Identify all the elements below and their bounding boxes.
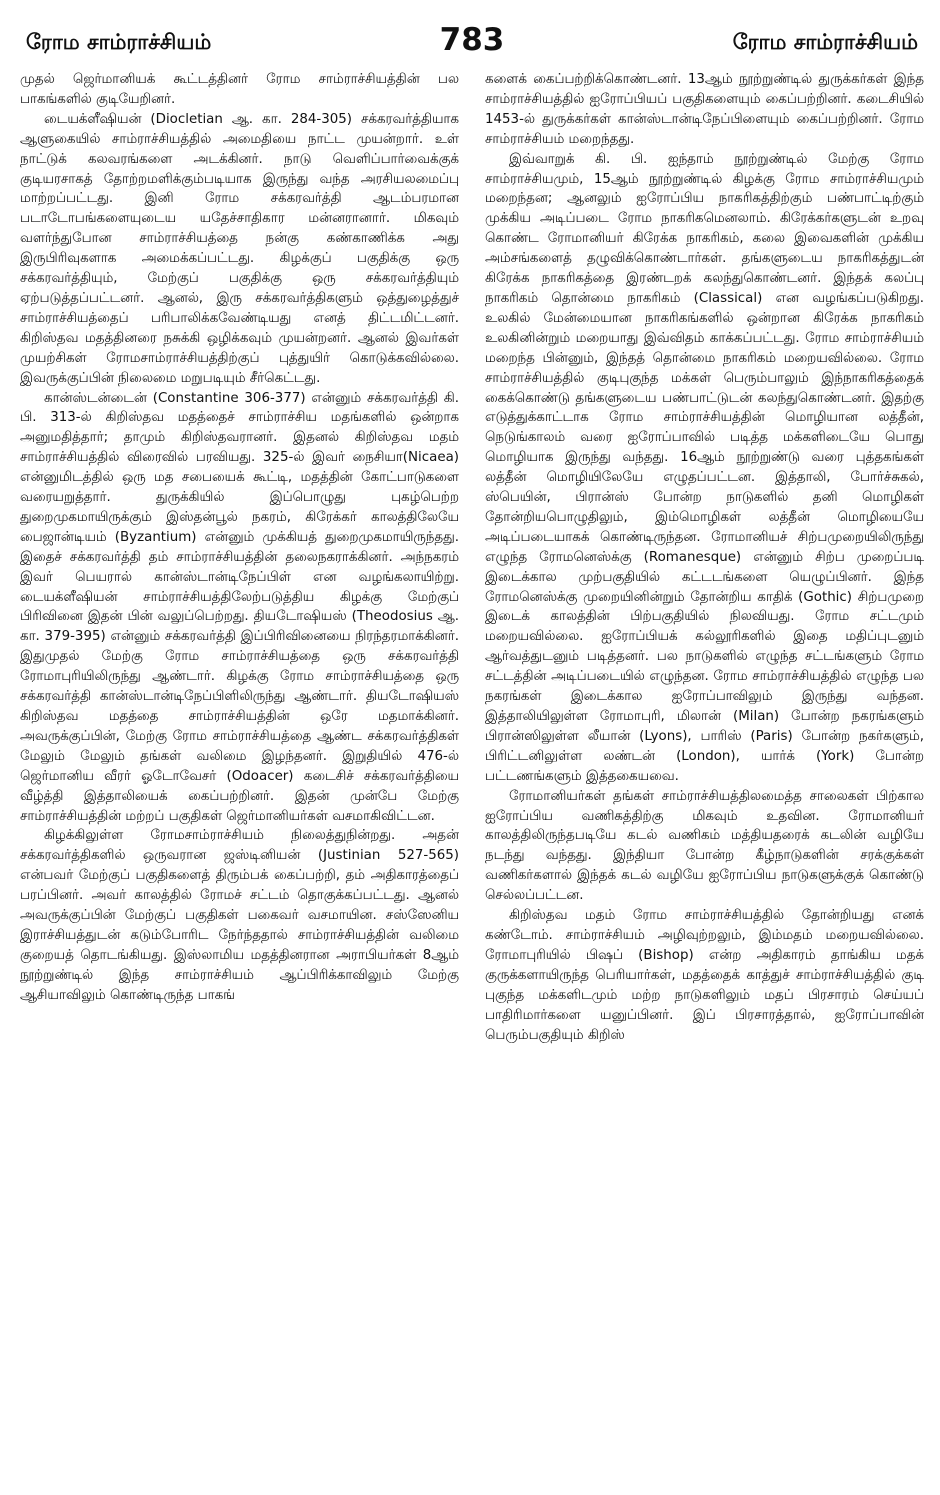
header-left-title: ரோம சாம்ராச்சியம் xyxy=(26,30,212,54)
paragraph: டையக்ளீஷியன் (Diocletian ஆ. கா. 284-305) சக்கரவர்த்தியாக ஆளுகையில் சாம்ராச்சியத்தில் அமைதியை நாட்ட முயன்றார். உள் நாட்டுக் கலவரங்களை அடக்கினர். நாடு வெளிப்பார்வைக்குக் குடியரசாகத் தோற்றமளிக்கும்படியாக இருந்து வந்த அரசியலமைப்பு மாற்றப்பட்டது. இனி ரோம சக்கரவர்த்தி ஆடம்பரமான படாடோபங்களையுடைய யதேச்சாதிகார மன்னரானார். மிகவும் வளர்ந்துபோன சாம்ராச்சியத்தை நன்கு கண்காணிக்க அது இருபிரிவுகளாக அமைக்கப்பட்டது. கிழக்குப் பகுதிக்கு ஒரு சக்கரவர்த்தியும், மேற்குப் பகுதிக்கு ஒரு சக்கரவர்த்தியும் ஏற்படுத்தப்பட்டனர். ஆனல், இரு சக்கரவர்த்திகளும் ஒத்துழைத்துச் சாம்ராச்சியத்தைப் பரிபாலிக்கவேண்டியது எனத் திட்டமிட்டனர். கிறிஸ்தவ மதத்தினரை நசுக்கி ஒழிக்கவும் முயன்றனர். ஆனல் இவர்கள் முயற்சிகள் ரோமசாம்ராச்சியத்திற்குப் புத்துயிர் கொடுக்கவில்லை. இவருக்குப்பின் நிலைமை மறுபடியும் சீர்கெட்டது. xyxy=(20,111,459,386)
paragraph: களைக் கைப்பற்றிக்கொண்டனர். 13ஆம் நூற்றுண்டில் துருக்கர்கள் இந்த சாம்ராச்சியத்தில் ஐரோப்பியப் பகுதிகளையும் கைப்பற்றினர். கடைசியில் 1453-ல் துருக்கர்கள் கான்ஸ்டான்டிநேப்பிளையும் கைப்பற்றினர். ரோம சாம்ராச்சியம் மறைந்தது. xyxy=(485,72,924,147)
paragraph: கிறிஸ்தவ மதம் ரோம சாம்ராச்சியத்தில் தோன்றியது எனக் கண்டோம். சாம்ராச்சியம் அழிவுற்றலும், இம்மதம் மறையவில்லை. ரோமாபுரியில் பிஷப் (Bishop) என்ற அதிகாரம் தாங்கிய மதக் குருக்களாயிருந்த பெரியார்கள், மதத்தைக் காத்துச் சாம்ராச்சியத்தில் குடி புகுந்த மக்களிடமும் மற்ற நாடுகளிலும் மதப் பிரசாரம் செய்யப் பாதிரிமார்களை யனுப்பினர். இப் பிரசாரத்தால், ஐரோப்பாவின் பெரும்பகுதியும் கிறிஸ் xyxy=(485,908,924,1043)
paragraph: முதல் ஜெர்மானியக் கூட்டத்தினர் ரோம சாம்ராச்சியத்தின் பல பாகங்களில் குடியேறினர். xyxy=(20,72,459,107)
page-number: 783 xyxy=(439,22,505,58)
paragraph: கிழக்கிலுள்ள ரோமசாம்ராச்சியம் நிலைத்துநின்றது. அதன் சக்கரவர்த்திகளில் ஒருவரான ஜஸ்டினியன் (Justinian 527-565) என்பவர் மேற்குப் பகுதிகளைத் திரும்பக் கைப்பற்றி, தம் அதிகாரத்தைப் பரப்பினர். அவர் காலத்தில் ரோமச் சட்டம் தொகுக்கப்பட்டது. ஆனல் அவருக்குப்பின் மேற்குப் பகுதிகள் பகைவர் வசமாயின. சஸ்ஸேனிய இராச்சியத்துடன் கடும்போரிட நேர்ந்ததால் சாம்ராச்சியத்தின் வலிமை குறையத் தொடங்கியது. இஸ்லாமிய மதத்தினரான அராபியர்கள் 8ஆம் நூற்றுண்டில் இந்த சாம்ராச்சியம் ஆப்பிரிக்காவிலும் மேற்கு ஆசியாவிலும் கொண்டிருந்த பாகங் xyxy=(20,828,459,1003)
header-right-title: ரோம சாம்ராச்சியம் xyxy=(732,30,918,54)
paragraph: ரோமானியர்கள் தங்கள் சாம்ராச்சியத்திலமைத்த சாலைகள் பிற்கால ஐரோப்பிய வணிகத்திற்கு மிகவும் உதவின. ரோமானியர் காலத்திலிருந்தபடியே கடல் வணிகம் மத்தியதரைக் கடலின் வழியே நடந்து வந்தது. இந்தியா போன்ற கீழ்நாடுகளின் சரக்குக்கள் வணிகர்களால் இந்தக் கடல் வழியே ஐரோப்பிய நாடுகளுக்குக் கொண்டு செல்லப்பட்டன. xyxy=(485,788,924,904)
paragraph: கான்ஸ்டன்டைன் (Constantine 306-377) என்னும் சக்கரவர்த்தி கி. பி. 313-ல் கிறிஸ்தவ மதத்தைச் சாம்ராச்சிய மதங்களில் ஒன்றாக அனுமதித்தார்; தாமும் கிறிஸ்தவரானர். இதனல் கிறிஸ்தவ மதம் சாம்ராச்சியத்தில் விரைவில் பரவியது. 325-ல் இவர் நைசியா(Nicaea) என்னுமிடத்தில் ஒரு மத சபையைக் கூட்டி, மதத்தின் கோட்பாடுகளை வரையறுத்தார். துருக்கியில் இப்பொழுது புகழ்பெற்ற துறைமுகமாயிருக்கும் இஸ்தன்பூல் நகரம், கிரேக்கர் காலத்திலேயே பைஜான்டியம் (Byzantium) என்னும் முக்கியத் துறைமுகமாயிருந்தது. இதைச் சக்கரவர்த்தி தம் சாம்ராச்சியத்தின் தலைநகராக்கினர். அந்நகரம் இவர் பெயரால் கான்ஸ்டான்டிநேப்பிள் என வழங்கலாயிற்று. டையக்ளீஷியன் சாம்ராச்சியத்திலேற்படுத்திய கிழக்கு மேற்குப் பிரிவினை இதன் பின் வலுப்பெற்றது. தியடோஷியஸ் (Theodosius ஆ. கா. 379-395) என்னும் சக்கரவர்த்தி இப்பிரிவினையை நிரந்தரமாக்கினர். இதுமுதல் மேற்கு ரோம சாம்ராச்சியத்தை ஒரு சக்கரவர்த்தி ரோமாபுரியிலிருந்து ஆண்டார். கிழக்கு ரோம சாம்ராச்சியத்தை ஒரு சக்கரவர்த்தி கான்ஸ்டான்டிநேப்பிளிலிருந்து ஆண்டார். தியடோஷியஸ் கிறிஸ்தவ மதத்தை சாம்ராச்சியத்தின் ஒரே மதமாக்கினர். அவருக்குப்பின், மேற்கு ரோம சாம்ராச்சியத்தை ஆண்ட சக்கரவர்த்திகள் மேலும் மேலும் தங்கள் வலிமை இழந்தனர். இறுதியில் 476-ல் ஜெர்மானிய வீரர் ஓடோவேசர் (Odoacer) கடைசிச் சக்கரவர்த்தியை வீழ்த்தி இத்தாலியைக் கைப்பற்றினர். இதன் முன்பே மேற்கு சாம்ராச்சியத்தின் மற்றப் பகுதிகள் ஜெர்மானியர்கள் வசமாகிவிட்டன. xyxy=(20,390,459,824)
running-header xyxy=(20,22,924,64)
right-column xyxy=(485,70,924,1045)
left-column xyxy=(20,70,459,1045)
two-column-body xyxy=(20,70,924,1045)
paragraph: இவ்வாறுக் கி. பி. ஐந்தாம் நூற்றுண்டில் மேற்கு ரோம சாம்ராச்சியமும், 15ஆம் நூற்றுண்டில் கிழக்கு ரோம சாம்ராச்சியமும் மறைந்தன; ஆனலும் ஐரோப்பிய நாகரிகத்திற்கும் பண்பாட்டிற்கும் முக்கிய அடிப்படை ரோம நாகரிகமெனலாம். கிரேக்கர்களுடன் உறவு கொண்ட ரோமானியர் கிரேக்க நாகரிகம், கலை இவைகளின் முக்கிய அம்சங்களைத் தழுவிக்கொண்டார்கள். தங்களுடைய நாகரிகத்துடன் கிரேக்க நாகரிகத்தை இரண்டறக் கலந்துகொண்டனர். இந்தக் கலப்பு நாகரிகம் தொன்மை நாகரிகம் (Classical) என வழங்கப்படுகிறது. உலகில் மேன்மையான நாகரிகங்களில் ஒன்றான கிரேக்க நாகரிகம் உலகினின்றும் மறையாது இவ்விதம் காக்கப்பட்டது. ரோம சாம்ராச்சியம் மறைந்த பின்னும், இந்தத் தொன்மை நாகரிகம் மறையவில்லை. ரோம சாம்ராச்சியத்தில் குடிபுகுந்த மக்கள் பெரும்பாலும் இந்நாகரிகத்தைக் கைக்கொண்டு தங்களுடைய பண்பாட்டுடன் கலந்துகொண்டனர். இதற்கு எடுத்துக்காட்டாக ரோம சாம்ராச்சியத்தின் மொழியான லத்தீன், நெடுங்காலம் வரை ஐரோப்பாவில் படித்த மக்களிடையே பொது மொழியாக இருந்து வந்தது. 16ஆம் நூற்றுண்டு வரை புத்தகங்கள் லத்தீன் மொழியிலேயே எழுதப்பட்டன. இத்தாலி, போர்ச்சுகல், ஸ்பெயின், பிரான்ஸ் போன்ற நாடுகளில் தனி மொழிகள் தோன்றியபொழுதிலும், இம்மொழிகள் லத்தீன் மொழியையே அடிப்படையாகக் கொண்டிருந்தன. ரோமானியச் சிற்பமுறையிலிருந்து எழுந்த ரோமனெஸ்க்கு (Romanesque) என்னும் சிற்ப முறைப்படி இடைக்கால முற்பகுதியில் கட்டடங்களை யெழுப்பினர். இந்த ரோமனெஸ்க்கு முறையினின்றும் தோன்றிய காதிக் (Gothic) சிற்பமுறை இடைக் காலத்தின் பிற்பகுதியில் நிலவியது. ரோம சட்டமும் மறையவில்லை. ஐரோப்பியக் கல்லூரிகளில் இதை மதிப்புடனும் ஆர்வத்துடனும் படித்தனர். பல நாடுகளில் எழுந்த சட்டங்களும் ரோம சட்டத்தின் அடிப்படையில் எழுந்தன. ரோம சாம்ராச்சியத்தில் எழுந்த பல நகரங்கள் இடைக்கால ஐரோப்பாவிலும் இருந்து வந்தன. இத்தாலியிலுள்ள ரோமாபுரி, மிலான் (Milan) போன்ற நகரங்களும் பிரான்ஸிலுள்ள லீயான் (Lyons), பாரிஸ் (Paris) போன்ற நகர்களும், பிரிட்டனிலுள்ள லண்டன் (London), யார்க் (York) போன்ற பட்டணங்களும் இத்தகையவை. xyxy=(485,151,924,784)
